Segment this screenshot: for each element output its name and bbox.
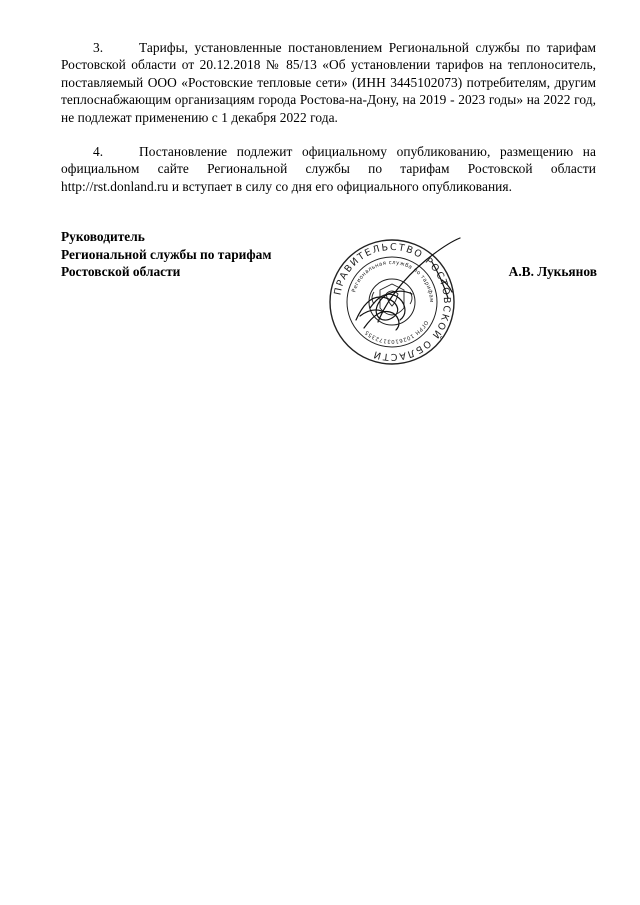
signatory-position — [61, 228, 271, 281]
position-line: Ростовской области — [61, 264, 181, 280]
seal-ring-text: ПРАВИТЕЛЬСТВО РОСТОВСКОЙ ОБЛАСТИ — [332, 241, 453, 363]
position-line: Руководитель — [61, 229, 145, 244]
seal-ogrn-text: ОГРН 1026103172355 — [363, 319, 429, 345]
seal-stamp — [330, 240, 454, 364]
seal-inner-text: Региональная служба по тарифам — [351, 259, 435, 303]
paragraph-3 — [61, 39, 596, 126]
paragraph-number: 4. — [93, 144, 104, 159]
official-seal-with-signature — [316, 232, 468, 372]
paragraph-number: 3. — [93, 40, 104, 55]
paragraph-4 — [61, 143, 596, 195]
paragraph-text: Постановление подлежит официальному опубликованию, размещению на официальном сайте Региональной службы по тарифам Ростовской области http://rst.donland.ru и вступает в силу со дня его официального опубликования. — [61, 144, 596, 194]
signatory-name: А.В. Лукьянов — [508, 264, 597, 279]
paragraph-text: Тарифы, установленные постановлением Региональной службы по тарифам Ростовской области от 20.12.2018 № 85/13 «Об установлении тарифов на теплоноситель, поставляемый ООО «Ростовские тепловые сети» (ИНН 3445102073) потребителям, другим теплоснабжающим организациям города Ростова-на-Дону, на 2019 - 2023 годы» на 2022 год, не подлежат применению с 1 декабря 2022 года. — [61, 40, 596, 125]
position-line: Региональной службы по тарифам — [61, 246, 272, 262]
